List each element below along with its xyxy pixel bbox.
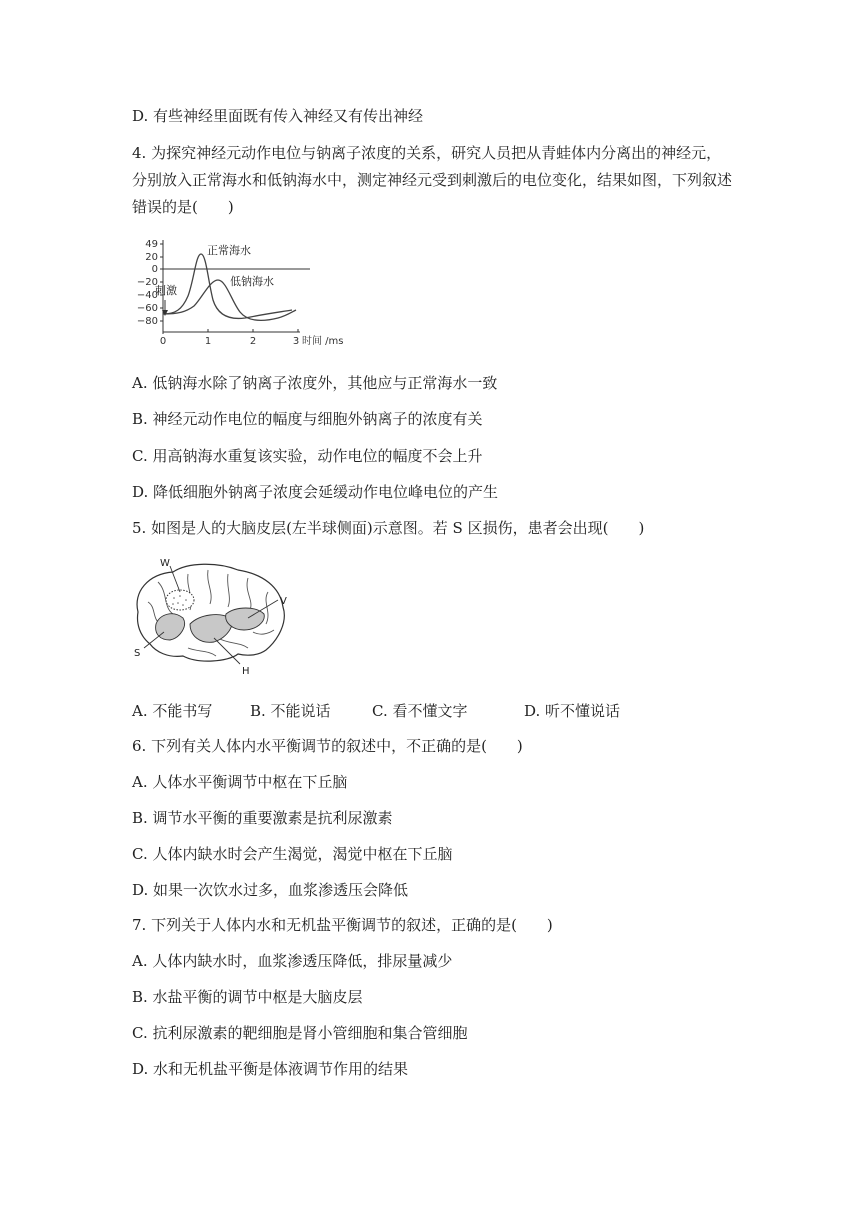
q4-option-b: B. 神经元动作电位的幅度与细胞外钠离子的浓度有关 bbox=[132, 410, 483, 428]
y-tick-label: 49 bbox=[145, 239, 158, 250]
q4-option-d: D. 降低细胞外钠离子浓度会延缓动作电位峰电位的产生 bbox=[132, 483, 499, 501]
q3-option-d: D. 有些神经里面既有传入神经又有传出神经 bbox=[132, 107, 424, 125]
q5-option-c: C. 看不懂文字 bbox=[372, 702, 468, 720]
x-axis-label: 时间 /ms bbox=[302, 336, 344, 347]
q4-action-potential-figure bbox=[120, 230, 360, 350]
q7-option-d: D. 水和无机盐平衡是体液调节作用的结果 bbox=[132, 1060, 409, 1078]
y-tick-label: −40 bbox=[136, 290, 158, 301]
q6-option-a: A. 人体水平衡调节中枢在下丘脑 bbox=[132, 773, 348, 791]
q5-option-d: D. 听不懂说话 bbox=[524, 702, 621, 720]
q7-option-a: A. 人体内缺水时，血浆渗透压降低，排尿量减少 bbox=[132, 952, 453, 970]
q4-stem: 4. 为探究神经元动作电位与钠离子浓度的关系，研究人员把从青蛙体内分离出的神经元，分别放入正常海水和低钠海水中，测定神经元受到刺激后的电位变化，结果如图，下列叙述错误的是( ) bbox=[132, 144, 733, 216]
q6-option-d: D. 如果一次饮水过多，血浆渗透压会降低 bbox=[132, 881, 409, 899]
q6-option-c: C. 人体内缺水时会产生渴觉，渴觉中枢在下丘脑 bbox=[132, 845, 453, 863]
x-tick-label: 1 bbox=[204, 336, 212, 347]
area-w bbox=[166, 590, 194, 610]
q5-option-b: B. 不能说话 bbox=[250, 702, 331, 720]
x-tick-label: 2 bbox=[249, 336, 257, 347]
q5-option-a: A. 不能书写 bbox=[132, 702, 213, 720]
y-tick-label: −80 bbox=[136, 316, 158, 327]
q4-option-c: C. 用高钠海水重复该实验，动作电位的幅度不会上升 bbox=[132, 447, 483, 465]
q6-stem: 6. 下列有关人体内水平衡调节的叙述中，不正确的是( ) bbox=[132, 737, 523, 755]
x-tick-label: 0 bbox=[159, 336, 167, 347]
label-v: V bbox=[280, 596, 287, 607]
low-sodium-seawater-label: 低钠海水 bbox=[230, 275, 274, 288]
q7-option-c: C. 抗利尿激素的靶细胞是肾小管细胞和集合管细胞 bbox=[132, 1024, 468, 1042]
y-tick-label: −20 bbox=[136, 277, 158, 288]
q5-options-row bbox=[132, 701, 752, 721]
normal-seawater-label: 正常海水 bbox=[207, 244, 251, 257]
label-w: W bbox=[160, 558, 170, 569]
y-tick-label: 0 bbox=[151, 264, 158, 275]
stimulus-label: 刺激 bbox=[155, 284, 177, 297]
y-tick-label: −60 bbox=[136, 303, 158, 314]
q4-option-a: A. 低钠海水除了钠离子浓度外，其他应与正常海水一致 bbox=[132, 374, 498, 392]
q5-brain-cortex-figure bbox=[128, 552, 298, 682]
q5-stem: 5. 如图是人的大脑皮层(左半球侧面)示意图。若 S 区损伤，患者会出现( ) bbox=[132, 519, 645, 537]
q7-stem: 7. 下列关于人体内水和无机盐平衡调节的叙述，正确的是( ) bbox=[132, 916, 553, 934]
label-h: H bbox=[242, 666, 250, 677]
q6-option-b: B. 调节水平衡的重要激素是抗利尿激素 bbox=[132, 809, 393, 827]
x-tick-label: 3 bbox=[292, 336, 300, 347]
y-tick-label: 20 bbox=[145, 252, 158, 263]
q7-option-b: B. 水盐平衡的调节中枢是大脑皮层 bbox=[132, 988, 363, 1006]
label-s: S bbox=[134, 648, 141, 659]
